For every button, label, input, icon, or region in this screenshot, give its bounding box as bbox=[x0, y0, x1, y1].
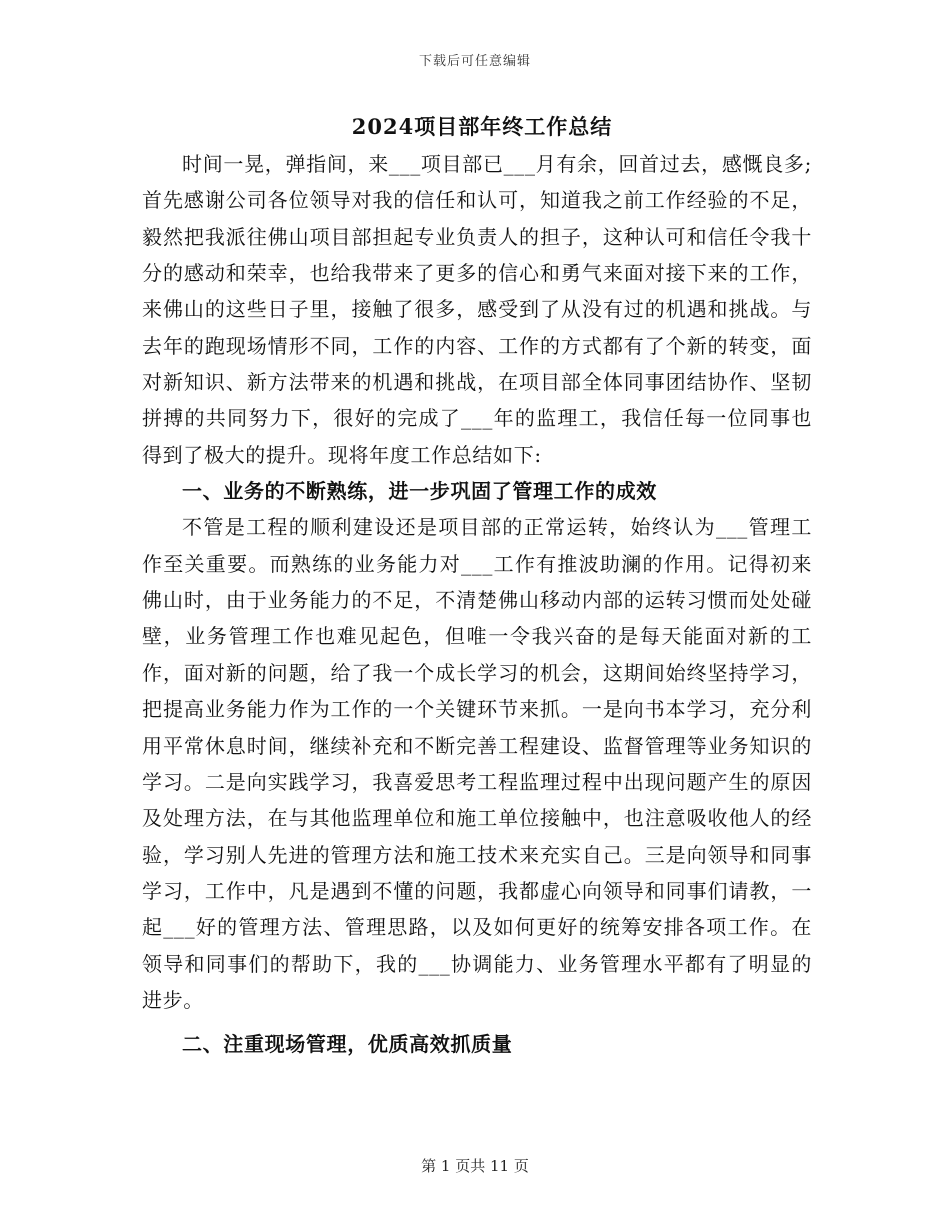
header-note: 下载后可任意编辑 bbox=[418, 54, 531, 69]
intro-paragraph: 时间一晃，弹指间，来___项目部已___月有余，回首过去，感慨良多;首先感谢公司各位领导对我的信任和认可，知道我之前工作经验的不足，毅然把我派往佛山项目部担起专业负责人的担子，这种认可和信任令我十分的感动和荣幸，也给我带来了更多的信心和勇气来面对接下来的工作，来佛山的这些日子里，接触了很多，感受到了从没有过的机遇和挑战。与去年的跑现场情形不同，工作的内容、工作的方式都有了个新的转变，面对新知识、新方法带来的机遇和挑战，在项目部全体同事团结协作、坚韧拼搏的共同努力下，很好的完成了___年的监理工，我信任每一位同事也得到了极大的提升。现将年度工作总结如下: bbox=[142, 152, 812, 467]
section-1-heading: 一、业务的不断熟练，进一步巩固了管理工作的成效 bbox=[182, 479, 657, 504]
section-1-paragraph: 不管是工程的顺利建设还是项目部的正常运转，始终认为___管理工作至关重要。而熟练的业务能力对___工作有推波助澜的作用。记得初来佛山时，由于业务能力的不足，不清楚佛山移动内部的运转习惯而处处碰壁，业务管理工作也难见起色，但唯一令我兴奋的是每天能面对新的工作，面对新的问题，给了我一个成长学习的机会，这期间始终坚持学习，把提高业务能力作为工作的一个关键环节来抓。一是向书本学习，充分利用平常休息时间，继续补充和不断完善工程建设、监督管理等业务知识的学习。二是向实践学习，我喜爱思考工程监理过程中出现问题产生的原因及处理方法，在与其他监理单位和施工单位接触中，也注意吸收他人的经验，学习别人先进的管理方法和施工技术来充实自己。三是向领导和同事学习，工作中，凡是遇到不懂的问题，我都虚心向领导和同事们请教，一起___好的管理方法、管理思路，以及如何更好的统筹安排各项工作。在领导和同事们的帮助下，我的___协调能力、业务管理水平都有了明显的进步。 bbox=[142, 515, 812, 1012]
document-title: 2024项目部年终工作总结 bbox=[351, 114, 613, 139]
document-body bbox=[142, 108, 812, 1063]
page-number: 第 1 页共 11 页 bbox=[421, 1157, 529, 1175]
section-2-heading: 二、注重现场管理，优质高效抓质量 bbox=[182, 1032, 513, 1057]
